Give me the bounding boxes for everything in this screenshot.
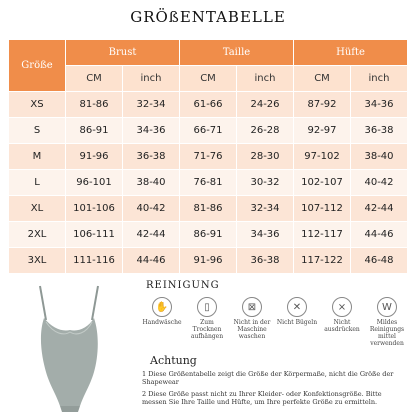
size-label: L bbox=[9, 170, 65, 195]
table-cell: 46-48 bbox=[351, 248, 407, 273]
size-table bbox=[8, 39, 408, 274]
table-cell: 81-86 bbox=[66, 92, 122, 117]
table-cell: 66-71 bbox=[180, 118, 236, 143]
table-cell: 107-112 bbox=[294, 196, 350, 221]
header-row bbox=[9, 40, 407, 65]
unit-header: CM bbox=[294, 66, 350, 91]
unit-header: inch bbox=[123, 66, 179, 91]
no-iron-icon: ✕ bbox=[287, 297, 307, 317]
table-cell: 34-36 bbox=[351, 92, 407, 117]
mild-detergent-icon: W bbox=[377, 297, 397, 317]
table-cell: 44-46 bbox=[351, 222, 407, 247]
table-cell: 36-38 bbox=[237, 248, 293, 273]
table-row bbox=[9, 196, 407, 221]
table-cell: 32-34 bbox=[123, 92, 179, 117]
care-item bbox=[320, 297, 364, 333]
unit-header: CM bbox=[180, 66, 236, 91]
table-cell: 71-76 bbox=[180, 144, 236, 169]
size-label: XS bbox=[9, 92, 65, 117]
size-label: M bbox=[9, 144, 65, 169]
table-cell: 42-44 bbox=[123, 222, 179, 247]
table-cell: 40-42 bbox=[351, 170, 407, 195]
unit-row bbox=[9, 66, 407, 91]
table-cell: 92-97 bbox=[294, 118, 350, 143]
care-icons bbox=[140, 297, 412, 357]
brust-header: Brust bbox=[66, 40, 179, 65]
table-cell: 91-96 bbox=[66, 144, 122, 169]
no-wring-icon: ⨯ bbox=[332, 297, 352, 317]
table-cell: 38-40 bbox=[123, 170, 179, 195]
care-label: Nicht ausdrücken bbox=[324, 319, 360, 333]
care-label: Nicht in der Maschine waschen bbox=[233, 319, 271, 340]
table-row bbox=[9, 222, 407, 247]
table-cell: 34-36 bbox=[237, 222, 293, 247]
table-row bbox=[9, 170, 407, 195]
table-cell: 86-91 bbox=[66, 118, 122, 143]
table-cell: 36-38 bbox=[351, 118, 407, 143]
table-cell: 44-46 bbox=[123, 248, 179, 273]
table-cell: 76-81 bbox=[180, 170, 236, 195]
table-cell: 38-40 bbox=[351, 144, 407, 169]
table-cell: 30-32 bbox=[237, 170, 293, 195]
care-item bbox=[140, 297, 184, 326]
table-cell: 26-28 bbox=[237, 118, 293, 143]
table-cell: 86-91 bbox=[180, 222, 236, 247]
care-label: Mildes Reinigungs mittel verwenden bbox=[369, 319, 405, 347]
table-cell: 106-111 bbox=[66, 222, 122, 247]
size-label: 2XL bbox=[9, 222, 65, 247]
table-cell: 102-107 bbox=[294, 170, 350, 195]
table-row bbox=[9, 118, 407, 143]
no-machine-wash-icon: ⊠ bbox=[242, 297, 262, 317]
size-header: Größe bbox=[9, 40, 65, 91]
table-cell: 36-38 bbox=[123, 144, 179, 169]
table-row bbox=[9, 92, 407, 117]
table-cell: 24-26 bbox=[237, 92, 293, 117]
care-item bbox=[365, 297, 409, 347]
table-cell: 91-96 bbox=[180, 248, 236, 273]
page-title: GRÖßENTABELLE bbox=[130, 8, 286, 26]
care-item bbox=[230, 297, 274, 340]
taille-header: Taille bbox=[180, 40, 293, 65]
size-label: S bbox=[9, 118, 65, 143]
care-title: REINIGUNG bbox=[146, 280, 220, 291]
care-label: Nicht Bügeln bbox=[276, 319, 318, 326]
table-row bbox=[9, 144, 407, 169]
tumble-dry-icon: ▯ bbox=[197, 297, 217, 317]
care-label: Handwäsche bbox=[142, 319, 182, 326]
table-cell: 87-92 bbox=[294, 92, 350, 117]
table-cell: 96-101 bbox=[66, 170, 122, 195]
table-cell: 61-66 bbox=[180, 92, 236, 117]
size-label: 3XL bbox=[9, 248, 65, 273]
bodysuit-image bbox=[6, 276, 134, 414]
table-cell: 34-36 bbox=[123, 118, 179, 143]
table-cell: 111-116 bbox=[66, 248, 122, 273]
size-label: XL bbox=[9, 196, 65, 221]
table-cell: 42-44 bbox=[351, 196, 407, 221]
table-cell: 112-117 bbox=[294, 222, 350, 247]
care-label: Zum Trocknen aufhängen bbox=[190, 319, 224, 340]
unit-header: inch bbox=[237, 66, 293, 91]
huefte-header: Hüfte bbox=[294, 40, 407, 65]
table-cell: 97-102 bbox=[294, 144, 350, 169]
note-item: 1 Diese Größentabelle zeigt die Größe der Körpermaße, nicht die Größe der Shapewear bbox=[142, 370, 394, 386]
table-row bbox=[9, 248, 407, 273]
table-cell: 101-106 bbox=[66, 196, 122, 221]
unit-header: inch bbox=[351, 66, 407, 91]
notes-title: Achtung bbox=[150, 354, 197, 367]
table-cell: 32-34 bbox=[237, 196, 293, 221]
care-item bbox=[275, 297, 319, 326]
table-cell: 81-86 bbox=[180, 196, 236, 221]
hand-wash-icon: ✋ bbox=[152, 297, 172, 317]
table-cell: 40-42 bbox=[123, 196, 179, 221]
table-cell: 117-122 bbox=[294, 248, 350, 273]
care-item bbox=[185, 297, 229, 340]
unit-header: CM bbox=[66, 66, 122, 91]
table-cell: 28-30 bbox=[237, 144, 293, 169]
note-item: 2 Diese Größe passt nicht zu Ihrer Kleider- oder Konfektionsgröße. Bitte messen Sie Ihre Taille und Hüfte, um Ihre perfekte Größe zu ermitteln. bbox=[142, 390, 382, 406]
